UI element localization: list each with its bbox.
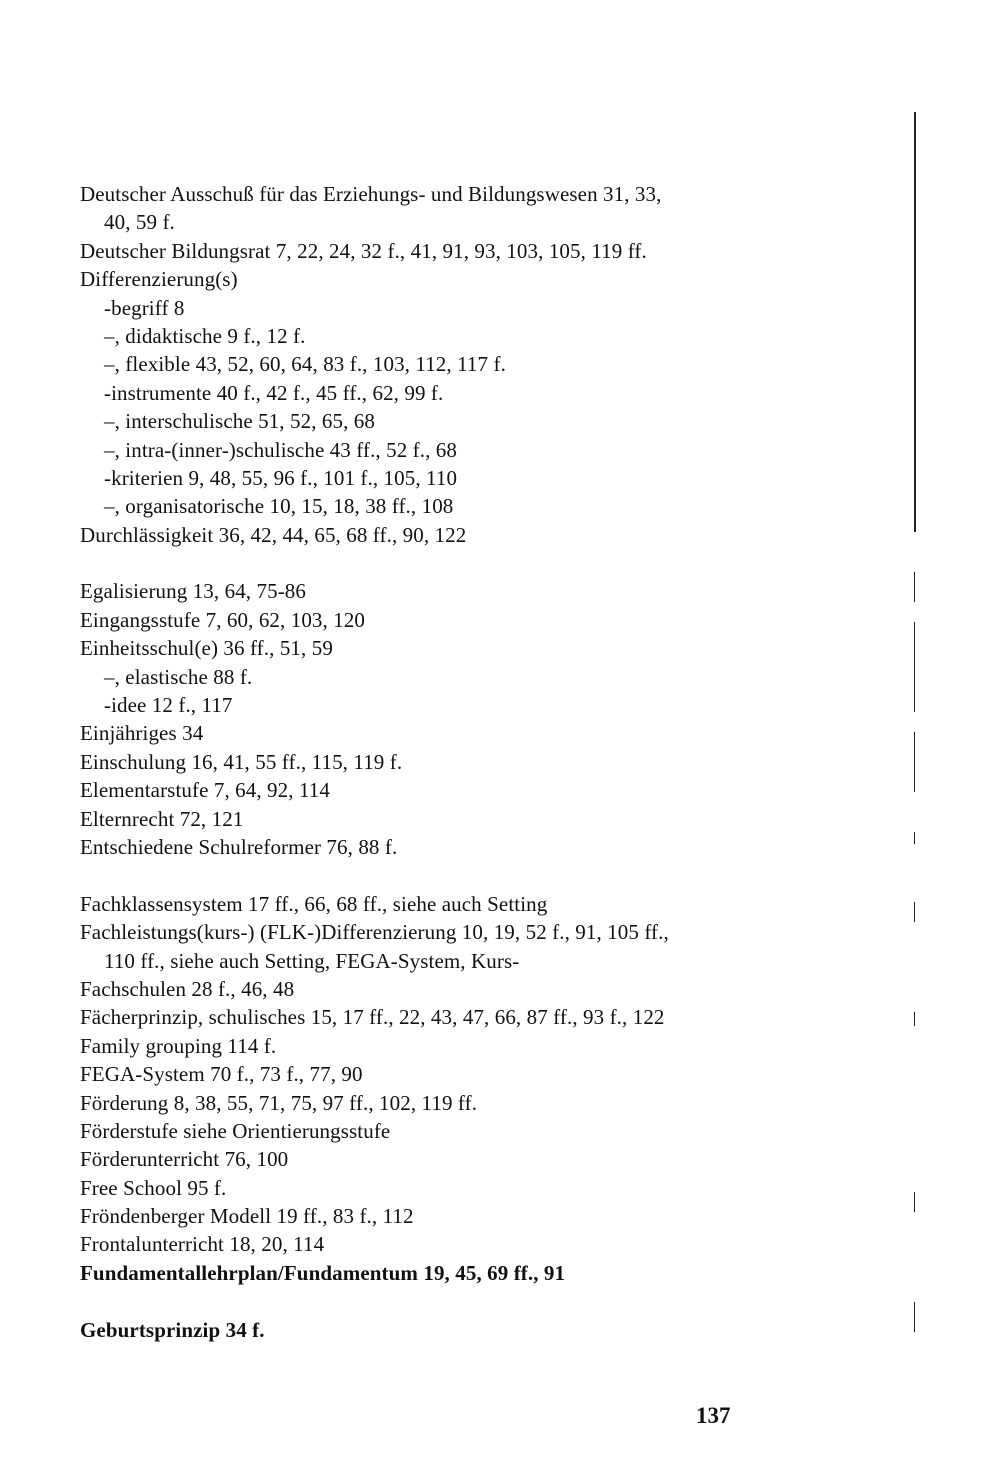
index-subentry: –, intra-(inner-)schulische 43 ff., 52 f., 68 — [104, 437, 458, 462]
index-subentry: -idee 12 f., 117 — [104, 693, 233, 718]
index-entry: Fundamentallehrplan/Fundamentum 19, 45, 69 ff., 91 — [80, 1260, 566, 1285]
index-group-d — [80, 180, 780, 549]
index-entry: Fachleistungs(kurs-) (FLK-)Differenzierung 10, 19, 52 f., 91, 105 ff., — [80, 920, 669, 945]
index-entry: Free School 95 f. — [80, 1175, 227, 1200]
index-entry: Geburtsprinzip 34 f. — [80, 1317, 265, 1342]
index-entry: Entschiedene Schulreformer 76, 88 f. — [80, 834, 398, 859]
index-entry: Einjähriges 34 — [80, 721, 204, 746]
index-entry: FEGA-System 70 f., 73 f., 77, 90 — [80, 1062, 363, 1087]
index-subentry: –, flexible 43, 52, 60, 64, 83 f., 103, 112, 117 f. — [104, 352, 506, 377]
index-subentry: -kriterien 9, 48, 55, 96 f., 101 f., 105, 110 — [104, 465, 458, 490]
index-entry-continuation: 110 ff., siehe auch Setting, FEGA-System, Kurs- — [104, 948, 520, 973]
index-entry: Family grouping 114 f. — [80, 1033, 277, 1058]
index-group-f — [80, 890, 780, 1287]
index-entry: Elementarstufe 7, 64, 92, 114 — [80, 778, 330, 803]
index-subentry: –, organisatorische 10, 15, 18, 38 ff., 108 — [104, 494, 454, 519]
index-entry: Fröndenberger Modell 19 ff., 83 f., 112 — [80, 1204, 414, 1229]
index-entry: Förderunterricht 76, 100 — [80, 1147, 289, 1172]
index-group-g — [80, 1316, 780, 1344]
index-entry: Fachklassensystem 17 ff., 66, 68 ff., siehe auch Setting — [80, 891, 548, 916]
index-subentry: -instrumente 40 f., 42 f., 45 ff., 62, 99 f. — [104, 380, 444, 405]
index-entry: Durchlässigkeit 36, 42, 44, 65, 68 ff., 90, 122 — [80, 522, 467, 547]
index-subentry: -begriff 8 — [104, 295, 185, 320]
index-subentry: –, elastische 88 f. — [104, 664, 253, 689]
index-entry: Fächerprinzip, schulisches 15, 17 ff., 22, 43, 47, 66, 87 ff., 93 f., 122 — [80, 1005, 665, 1030]
index-entry: Deutscher Bildungsrat 7, 22, 24, 32 f., 41, 91, 93, 103, 105, 119 ff. — [80, 238, 647, 263]
index-entry: Frontalunterricht 18, 20, 114 — [80, 1232, 325, 1257]
index-entry: Fachschulen 28 f., 46, 48 — [80, 976, 295, 1001]
index-entry: Deutscher Ausschuß für das Erziehungs- und Bildungswesen 31, 33, — [80, 182, 662, 206]
index-subentry: –, interschulische 51, 52, 65, 68 — [104, 409, 376, 434]
index-group-e — [80, 577, 780, 861]
binding-edge-shadow — [912, 112, 918, 1452]
index-entry: Egalisierung 13, 64, 75-86 — [80, 579, 306, 604]
index-entry: Elternrecht 72, 121 — [80, 806, 244, 831]
index-entry: Eingangsstufe 7, 60, 62, 103, 120 — [80, 607, 366, 632]
subject-index — [80, 180, 780, 1344]
index-entry: Differenzierung(s) — [80, 267, 238, 292]
index-entry: Förderung 8, 38, 55, 71, 75, 97 ff., 102, 119 ff. — [80, 1090, 478, 1115]
index-subentry: –, didaktische 9 f., 12 f. — [104, 323, 306, 348]
index-entry: Förderstufe siehe Orientierungsstufe — [80, 1118, 391, 1143]
index-entry: Einheitsschul(e) 36 ff., 51, 59 — [80, 636, 333, 661]
index-entry: 40, 59 f. — [104, 210, 175, 235]
index-entry: Einschulung 16, 41, 55 ff., 115, 119 f. — [80, 749, 403, 774]
page-number: 137 — [696, 1403, 731, 1428]
